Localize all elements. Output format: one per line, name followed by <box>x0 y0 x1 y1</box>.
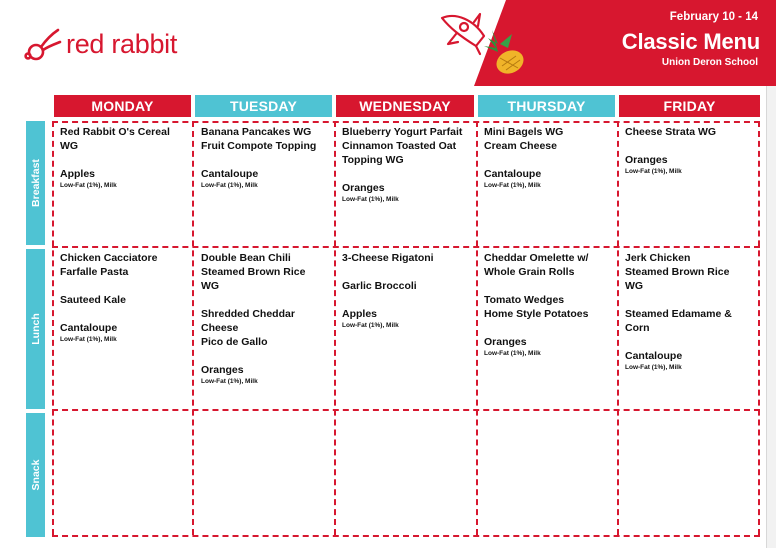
menu-item: Jerk Chicken <box>625 252 691 264</box>
menu-item: Mini Bagels WG <box>484 126 564 138</box>
menu-item: Sauteed Kale <box>60 294 126 306</box>
menu-item: Tomato Wedges <box>484 294 565 306</box>
pineapple-icon <box>482 28 528 78</box>
menu-item: Double Bean Chili <box>201 252 291 264</box>
milk-note: Low-Fat (1%), Milk <box>625 168 682 175</box>
item-gap <box>484 153 614 167</box>
item-gap <box>625 335 755 349</box>
menu-item: Garlic Broccoli <box>342 280 417 292</box>
day-header-monday: MONDAY <box>54 95 191 117</box>
milk-note: Low-Fat (1%), Milk <box>201 378 258 385</box>
school-name: Union Deron School <box>661 57 758 68</box>
day-header-wednesday: WEDNESDAY <box>336 95 474 117</box>
menu-item: Cheese Strata WG <box>625 126 717 138</box>
menu-item: Steamed Brown Rice <box>201 266 306 278</box>
menu-title: Classic Menu <box>621 29 760 54</box>
menu-item: Home Style Potatoes <box>484 308 589 320</box>
breakfast-cell-monday <box>60 125 190 190</box>
day-header-thursday: THURSDAY <box>478 95 615 117</box>
menu-item: Cheese <box>201 322 239 334</box>
menu-item: Cream Cheese <box>484 140 557 152</box>
grid-line <box>476 121 478 535</box>
lunch-cell-tuesday <box>201 251 331 386</box>
menu-item: Oranges <box>484 336 527 348</box>
lunch-cell-friday <box>625 251 755 372</box>
menu-item: Oranges <box>201 364 244 376</box>
menu-item: WG <box>625 280 644 292</box>
meal-label-lunch: Lunch <box>26 249 45 409</box>
lunch-cell-monday <box>60 251 190 344</box>
menu-item: 3-Cheese Rigatoni <box>342 252 434 264</box>
lunch-cell-thursday <box>484 251 614 358</box>
item-gap <box>484 279 614 293</box>
milk-note: Low-Fat (1%), Milk <box>484 350 541 357</box>
breakfast-cell-wednesday <box>342 125 472 204</box>
menu-item: Cantaloupe <box>625 350 683 362</box>
day-header-friday: FRIDAY <box>619 95 760 117</box>
grid-line <box>617 121 619 535</box>
day-header-tuesday: TUESDAY <box>195 95 332 117</box>
date-range: February 10 - 14 <box>669 11 758 23</box>
grid-line <box>334 121 336 535</box>
breakfast-cell-friday <box>625 125 755 176</box>
milk-note: Low-Fat (1%), Milk <box>484 182 541 189</box>
menu-item: Whole Grain Rolls <box>484 266 575 278</box>
breakfast-cell-thursday <box>484 125 614 190</box>
logo-text: red rabbit <box>66 28 178 59</box>
menu-item: Topping WG <box>342 154 404 166</box>
grid-line <box>758 121 760 535</box>
item-gap <box>342 265 472 279</box>
menu-item: Farfalle Pasta <box>60 266 129 278</box>
menu-item: Corn <box>625 322 650 334</box>
grid-line <box>52 409 760 411</box>
menu-item: Shredded Cheddar <box>201 308 295 320</box>
item-gap <box>484 321 614 335</box>
item-gap <box>60 153 190 167</box>
grid-line <box>192 121 194 535</box>
menu-item: Banana Pancakes WG <box>201 126 312 138</box>
menu-item: Cheddar Omelette w/ <box>484 252 589 264</box>
meal-label-snack: Snack <box>26 413 45 537</box>
grid-line <box>52 246 760 248</box>
milk-note: Low-Fat (1%), Milk <box>60 182 117 189</box>
menu-item: Blueberry Yogurt Parfait <box>342 126 463 138</box>
menu-item: Apples <box>342 308 378 320</box>
menu-item: Steamed Edamame & <box>625 308 732 320</box>
item-gap <box>342 293 472 307</box>
red-rabbit-logo <box>22 24 177 64</box>
rabbit-icon <box>22 24 64 64</box>
menu-item: Steamed Brown Rice <box>625 266 730 278</box>
menu-item: Fruit Compote Topping <box>201 140 317 152</box>
menu-item: Cantaloupe <box>60 322 118 334</box>
menu-item: WG <box>60 140 79 152</box>
grid-line <box>52 121 760 123</box>
meal-label-breakfast: Breakfast <box>26 121 45 245</box>
item-gap <box>60 279 190 293</box>
item-gap <box>625 293 755 307</box>
menu-item: Cantaloupe <box>201 168 259 180</box>
header-banner <box>436 0 776 86</box>
item-gap <box>201 349 331 363</box>
menu-item: Cinnamon Toasted Oat <box>342 140 457 152</box>
menu-item: WG <box>201 280 220 292</box>
item-gap <box>201 293 331 307</box>
grid-line <box>52 535 760 537</box>
grid-line <box>52 121 54 535</box>
item-gap <box>201 153 331 167</box>
milk-note: Low-Fat (1%), Milk <box>342 322 399 329</box>
breakfast-cell-tuesday <box>201 125 331 190</box>
item-gap <box>625 139 755 153</box>
menu-item: Cantaloupe <box>484 168 542 180</box>
menu-item: Red Rabbit O's Cereal <box>60 126 170 138</box>
item-gap <box>342 167 472 181</box>
item-gap <box>60 307 190 321</box>
menu-item: Chicken Cacciatore <box>60 252 158 264</box>
milk-note: Low-Fat (1%), Milk <box>342 196 399 203</box>
lunch-cell-wednesday <box>342 251 472 330</box>
menu-item: Pico de Gallo <box>201 336 268 348</box>
milk-note: Low-Fat (1%), Milk <box>625 364 682 371</box>
milk-note: Low-Fat (1%), Milk <box>60 336 117 343</box>
menu-item: Oranges <box>342 182 385 194</box>
menu-item: Oranges <box>625 154 668 166</box>
milk-note: Low-Fat (1%), Milk <box>201 182 258 189</box>
menu-item: Apples <box>60 168 96 180</box>
